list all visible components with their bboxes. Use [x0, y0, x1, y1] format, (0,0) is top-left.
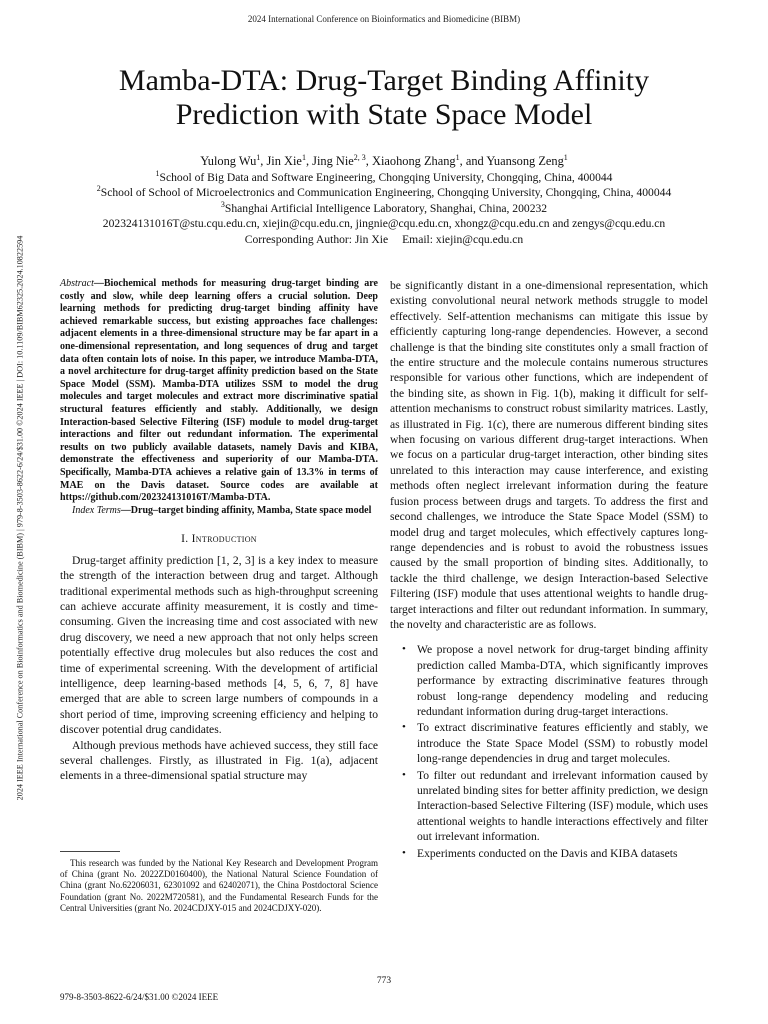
affiliation-3: $^3$Shanghai Artificial Intelligence Laboratory, Shanghai, China, 200232: [220, 199, 548, 215]
author-block: [40, 154, 728, 247]
author-name: Xiaohong Zhang: [372, 154, 456, 168]
author-name: Jin Xie: [266, 154, 302, 168]
funding-footnote: [60, 858, 378, 914]
index-terms-text: —Drug–target binding affinity, Mamba, State space model: [120, 504, 372, 516]
paper-title: [60, 64, 708, 132]
corresponding-label: Corresponding Author: Jin Xie: [244, 232, 389, 246]
author-name: Yulong Wu: [200, 154, 257, 168]
title-line-2: Prediction with State Space Model: [175, 98, 593, 131]
corresponding-author: [40, 232, 728, 248]
list-item: • To filter out redundant and irrelevant information caused by unrelated binding sites for better affinity prediction, we design Interaction-based Selective Filtering (ISF) module, which uses attentional weights to handle interactions effectively and filter out irrelevant information.: [402, 768, 708, 844]
copyright-notice: 979-8-3503-8622-6/24/$31.00 ©2024 IEEE: [60, 992, 219, 1002]
side-strip: [13, 150, 27, 885]
author-list: Yulong Wu$^1$, Jin Xie$^1$, Jing Nie$^{2, 3}$, Xiaohong Zhang$^1$, and Yuansong Zeng$^1$: [200, 152, 568, 168]
list-item: • To extract discriminative features efficiently and stably, we introduce the State Space Model (SSM) to robustly model long-range dependencies in drug and target molecules.: [402, 721, 708, 766]
page-number: 773: [376, 976, 392, 986]
author-affiliation-mark: 1: [563, 152, 568, 162]
intro-paragraph-continued: be significantly distant in a one-dimensional representation, which existing convolutional neural network methods struggle to model effectively. Self-attention mechanisms can mitigate this issue by efficiently capturing long-range dependencies. However, a second challenge is that the binding site constitutes only a small fraction of the entire structure and the molecule contains numerous structures responsible for various other functions, which are independent of the binding site, as shown in Fig. 1(b), making it difficult for self-attention mechanisms to construct robust similarity matrices. Lastly, as illustrated in Fig. 1(c), there are numerous different binding sites when focusing on various different drug-target interactions. When we focus on a particular drug-target interaction, other binding sites unrelated to this interaction may cause interference, and existing methods often neglect irrelevant information during the feature fusion process between drugs and targets. To address the first and second challenges, we introduce the State Space Model (SSM) to model drug and target molecules, which effectively captures long-range dependencies and is robust to avoid the robustness issues caused by the small proportion of binding sites. Additionally, to tackle the third challenge, we design Interaction-based Selective Filtering (ISF) module that uses attentional weights to handle drug-target interactions and filter out redundant information. In summary, the novelty and characteristic are as follows.: [390, 279, 708, 631]
bullet-icon: •: [402, 768, 406, 781]
intro-paragraph-1: Drug-target affinity prediction [1, 2, 3] is a key index to measure the strength of the interaction between drug and target. Although traditional experimental methods such as high-throughput screening can achieve accurate affinity measurement, it is costly and time-consuming. Given the increasing time and cost associated with new drug discovery, we need a new approach that not only helps screen potentially effective drug molecules but also reduces the cost and time of experimental screening. With the development of artificial intelligence, deep learning-based methods [4, 5, 6, 7, 8] have emerged that are able to screen large numbers of compounds in a short period of time, improving screening efficiency and helping to discover potential drug candidates.: [60, 553, 378, 737]
left-column: [60, 278, 378, 784]
author-affiliation-mark: 1: [455, 152, 460, 162]
author-emails: 202324131016T@stu.cqu.edu.cn, xiejin@cqu.edu.cn, jingnie@cqu.edu.cn, xhongz@cqu.edu.cn and zengys@cqu.edu.cn: [102, 217, 666, 230]
contribution-list: [390, 642, 708, 861]
conference-header: 2024 International Conference on Bioinformatics and Biomedicine (BIBM): [247, 14, 521, 24]
title-line-1: Mamba-DTA: Drug-Target Binding Affinity: [118, 64, 650, 97]
index-terms: [60, 505, 378, 518]
section-heading: I. Introduction: [181, 532, 257, 546]
list-item: • We propose a novel network for drug-target binding affinity prediction called Mamba-DTA, which significantly improves performance by extracting discriminative features through robust long-range dependency modeling and reducing redundant information during drug-target interactions.: [402, 643, 708, 718]
author-name: Jing Nie: [312, 154, 354, 168]
footnote-divider: [60, 851, 120, 852]
affiliation-1: $^1$School of Big Data and Software Engineering, Chongqing University, Chongqing, China, 400044: [155, 168, 613, 184]
abstract-text: —Biochemical methods for measuring drug-target binding are costly and slow, while deep learning offers a crucial solution. Deep learning methods for predicting drug-target binding affinity have achieved remarkable success, but existing approaches face challenges: adjacent elements in a three-dimensional structure may be far apart in a one-dimensional representation, and long sequences of drug and target data often contain lots of noise. In this paper, we introduce Mamba-DTA, a novel architecture for drug-target affinity prediction based on the State Space Model (SSM). Mamba-DTA utilizes SSM to model the drug molecules and target molecules and extract more discriminative spatial structural features efficiently and stably. Additionally, we design Interaction-based Selective Filtering (ISF) module to model drug-target interactions and filter out redundant information. The experimental results on two publicly available datasets, namely Davis and KIBA, demonstrate the effectiveness and superiority of our Mamba-DTA. Specifically, Mamba-DTA achieves a relative gain of 13.3% in terms of MAE on the Davis dataset. Source codes are available at https://github.com/202324131016T/Mamba-DTA.: [60, 278, 378, 504]
index-terms-label: Index Terms: [72, 504, 121, 516]
affiliation-2: $^2$School of School of Microelectronics and Communication Engineering, Chongqing University, Chongqing, China, 400044: [96, 184, 672, 199]
side-strip-text: 2024 IEEE International Conference on Bioinformatics and Biomedicine (BIBM) | 979-8-3503-8622-6/24/$31.00 ©2024 IEEE | DOI: 10.1109/BIBM62325.2024.10822594: [15, 235, 25, 800]
abstract-label: Abstract: [60, 278, 94, 289]
list-item: • Experiments conducted on the Davis and KIBA datasets: [402, 846, 678, 860]
author-name: Yuansong Zeng: [486, 154, 564, 168]
bullet-icon: •: [402, 643, 406, 656]
bullet-icon: •: [402, 721, 406, 734]
bullet-icon: •: [402, 846, 406, 859]
footnote-text: This research was funded by the National Key Research and Development Program of China (grant No. 2022ZD0160400), the National Natural Science Foundation of China (grant No.62206031, 62301092 and 62402071), the China Postdoctoral Science Foundation (grant No. 2022M720581), and the Fundamental Research Funds for the Central Universities (grant No. 2024CDJXY-015 and 2024CDJXY-020).: [60, 858, 378, 913]
intro-paragraph-2: Although previous methods have achieved success, they still face several challenges. Firstly, as illustrated in Fig. 1(a), adjacent elements in a three-dimensional spatial structure may: [60, 738, 378, 783]
abstract: [60, 278, 378, 505]
author-affiliation-mark: 2, 3: [353, 152, 366, 162]
author-affiliation-mark: 1: [256, 152, 261, 162]
author-affiliation-mark: 1: [301, 152, 306, 162]
corresponding-email: Email: xiejin@cqu.edu.cn: [402, 232, 524, 246]
right-column: [390, 278, 708, 862]
